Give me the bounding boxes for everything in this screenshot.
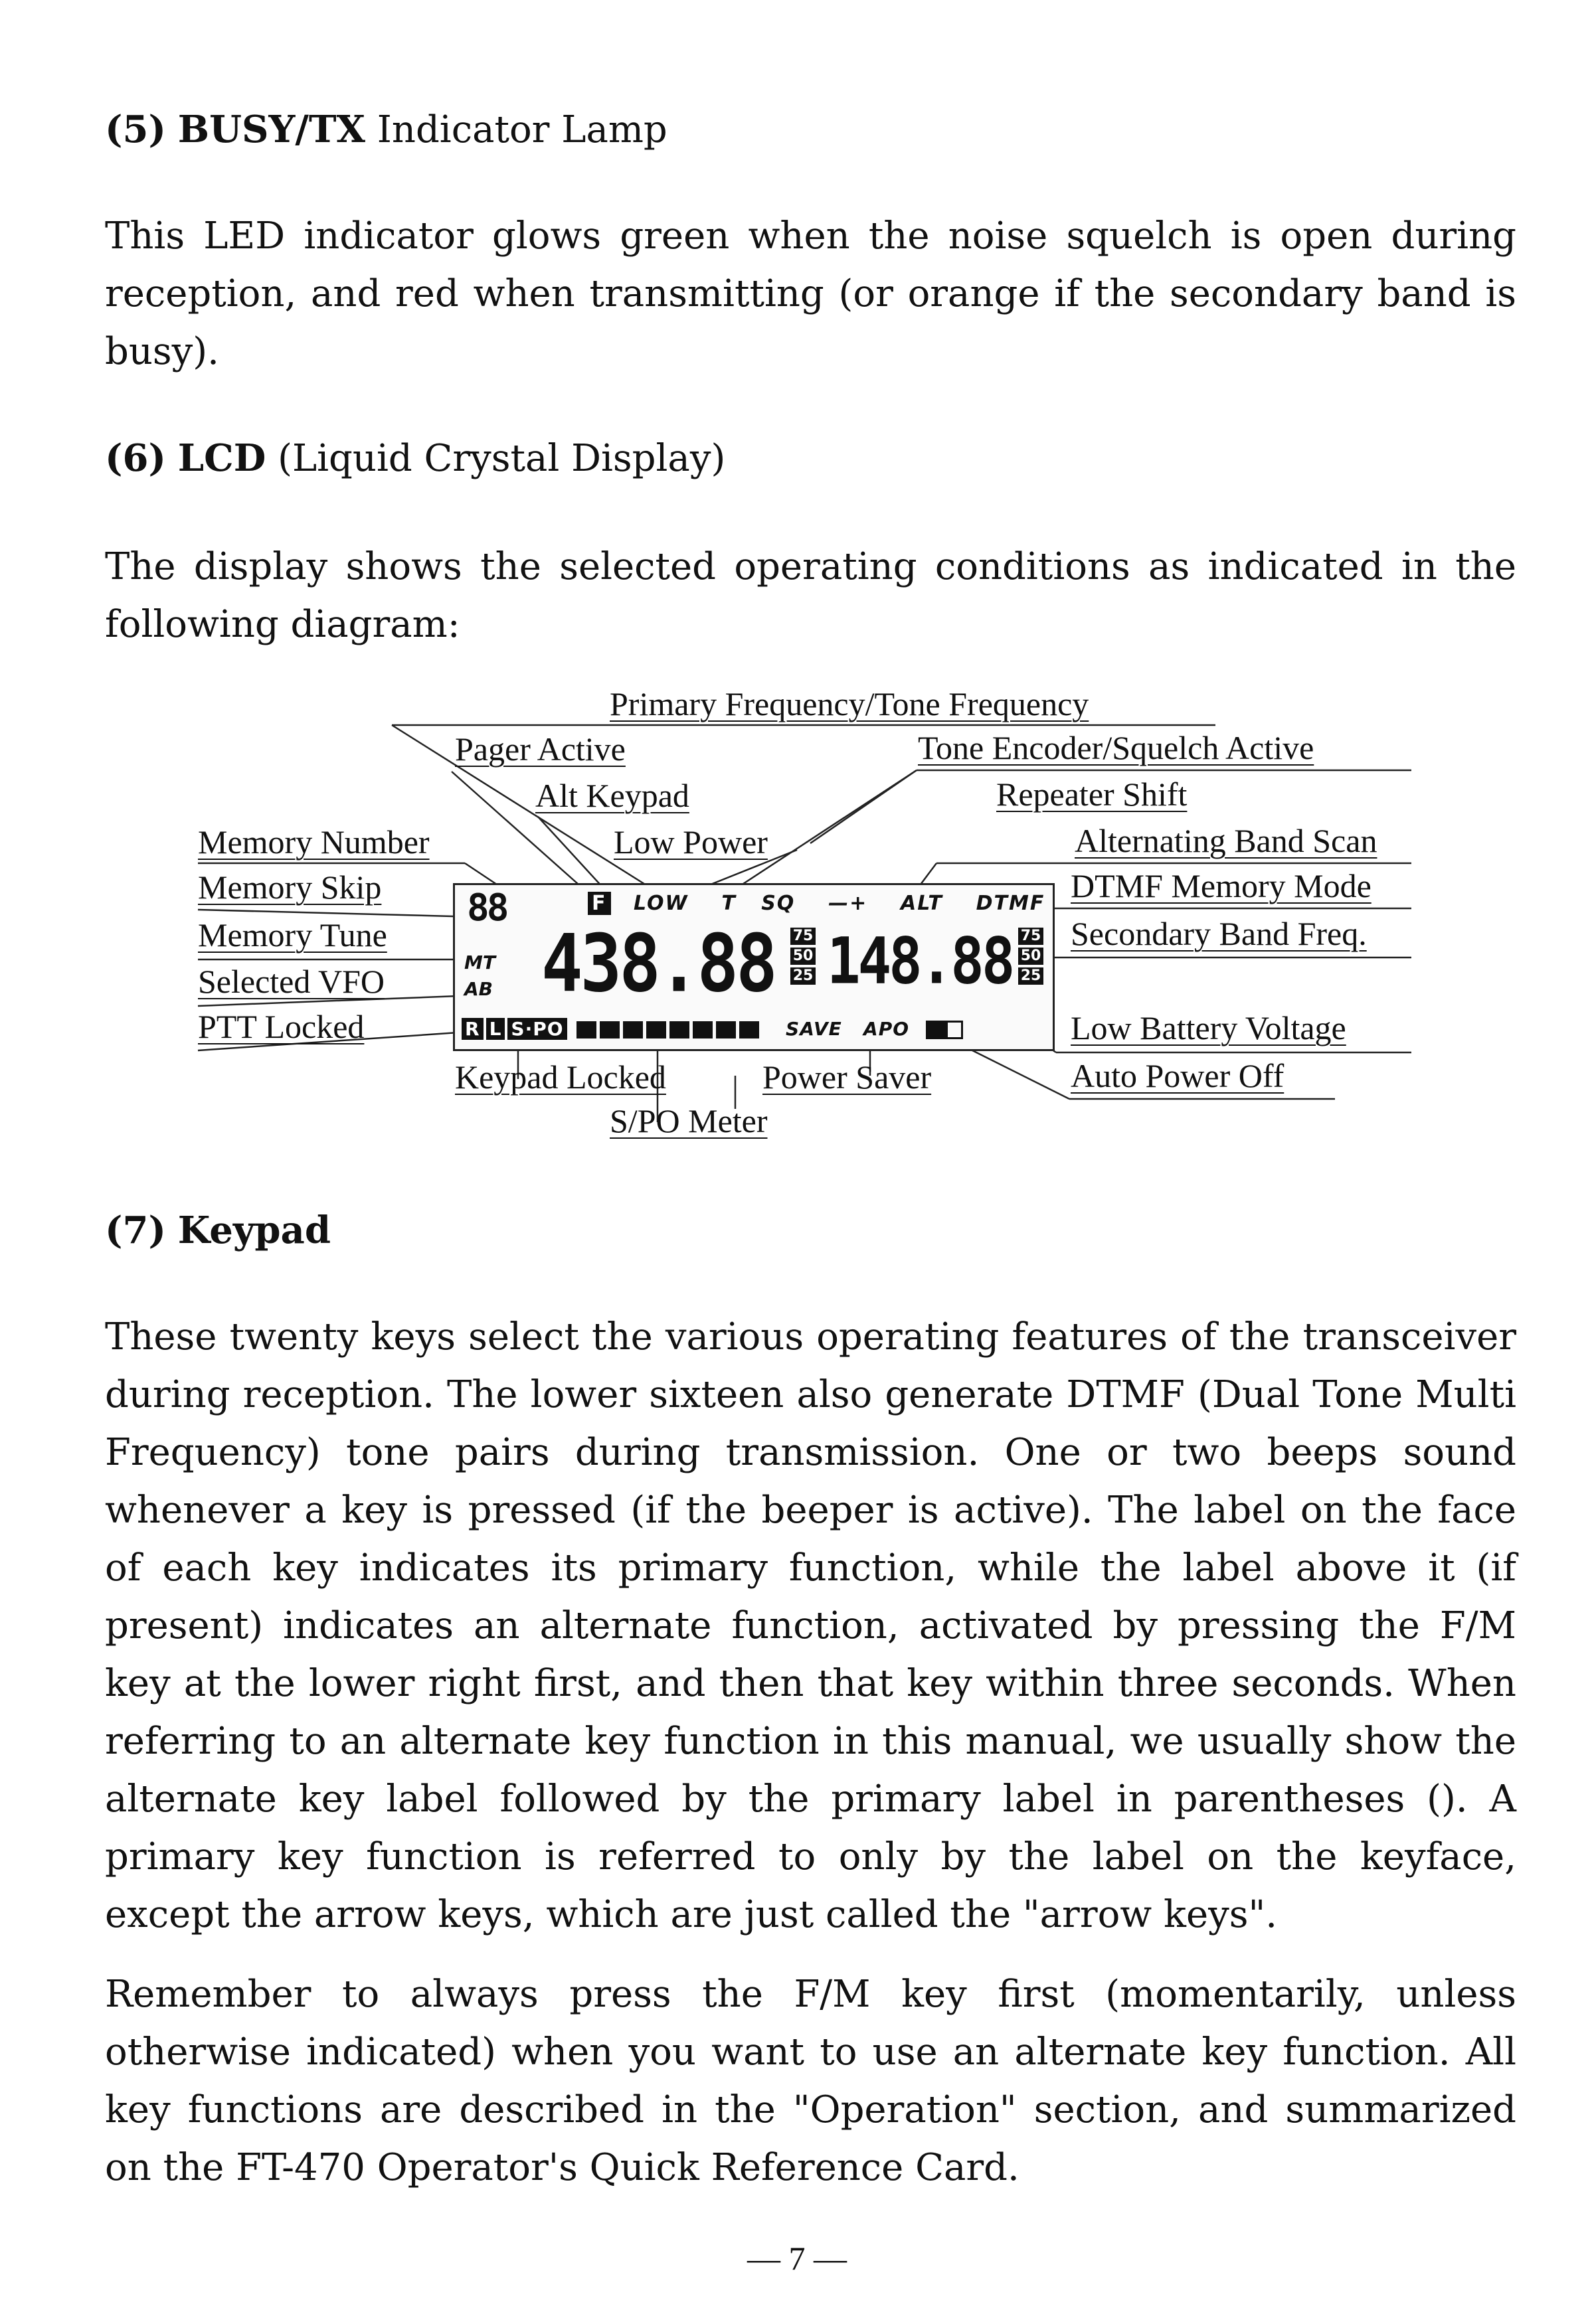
lcd-main-step [790, 928, 816, 987]
lcd-diagram [0, 671, 1594, 1175]
section-7-heading [105, 1207, 331, 1254]
lcd-low: LOW [633, 892, 689, 915]
lcd-alt: ALT [901, 892, 943, 915]
lcd-save: SAVE [786, 1018, 842, 1040]
label-tone-encoder: Tone Encoder/Squelch Active [918, 729, 1314, 766]
label-auto-power-off: Auto Power Off [1071, 1057, 1284, 1094]
lcd-memory-number: 88 [467, 886, 507, 930]
lcd-t: T [721, 892, 737, 915]
lcd-bottom-indicators [462, 1018, 963, 1040]
lcd-step-50: 50 [1018, 948, 1043, 965]
lcd-mt: MT [464, 952, 495, 973]
label-memory-skip: Memory Skip [198, 869, 382, 906]
lcd-step-75: 75 [790, 928, 816, 945]
lcd-step-25: 25 [790, 967, 816, 985]
page-number: — 7 — [747, 2240, 847, 2277]
label-pager-active: Pager Active [455, 730, 626, 768]
lcd-f-indicator: F [588, 892, 611, 915]
section-key-title: LCD [177, 436, 266, 480]
label-spo-meter: S/PO Meter [610, 1102, 768, 1139]
label-dtmf-memory-mode: DTMF Memory Mode [1071, 867, 1372, 904]
section-5-body: This LED indicator glows green when the noise squelch is open during reception, and red when transmitting (or orange if the secondary band is busy). [105, 214, 1516, 373]
section-6-heading [105, 435, 725, 482]
lcd-sq: SQ [761, 892, 796, 915]
section-5-heading [105, 106, 667, 153]
label-low-power: Low Power [614, 823, 768, 861]
label-power-saver: Power Saver [762, 1058, 932, 1096]
section-number: (7) [105, 1208, 166, 1252]
lcd-ab: AB [464, 978, 493, 1000]
section-key-title: Keypad [177, 1208, 331, 1252]
lcd-step-25: 25 [1018, 967, 1043, 985]
lcd-panel [453, 883, 1055, 1051]
lcd-step-50: 50 [790, 948, 816, 965]
label-ptt-locked: PTT Locked [198, 1008, 365, 1045]
label-memory-tune: Memory Tune [198, 916, 387, 954]
battery-icon [926, 1021, 963, 1039]
lcd-l-indicator: L [486, 1018, 505, 1040]
lcd-shift: —+ [828, 892, 868, 915]
lcd-dtmf: DTMF [976, 892, 1045, 915]
section-key-title: BUSY/TX [177, 108, 365, 151]
section-7-body-2: Remember to always press the F/M key first (momentarily, unless otherwise indicated) when you want to use an alternate key function. All key functions are described in the "Operation" section, and summarized on the FT-470 Operator's Quick Reference Card. [105, 1973, 1516, 2189]
label-memory-number: Memory Number [198, 823, 430, 861]
lcd-step-75: 75 [1018, 928, 1043, 945]
lcd-top-indicators [588, 892, 1045, 915]
leader-repeater-shift [810, 770, 917, 843]
label-low-battery: Low Battery Voltage [1071, 1009, 1346, 1046]
section-number: (5) [105, 108, 166, 151]
section-title: (Liquid Crystal Display) [278, 437, 726, 480]
label-selected-vfo: Selected VFO [198, 963, 385, 1000]
section-7-body-1: These twenty keys select the various operating features of the transceiver during reception. The lower sixteen also generate DTMF (Dual Tone Multi Frequency) tone pairs during transmission. One or two beeps sound whenever a key is pressed (if the beeper is active). The label on the face of each key indicates its primary function, while the label above it (if present) indicates an alternate function, activated by pressing the F/M key at the lower right first, and then that key within three seconds. When referring to an alternate key function in this manual, we usually show the alternate key label followed by the primary label in parentheses (). A primary key function is referred to only by the label on the keyface, except the arrow keys, which are just called the "arrow keys". [105, 1315, 1516, 1936]
section-6-body: The display shows the selected operating conditions as indicated in the following diagram: [105, 545, 1516, 646]
lcd-main-frequency: 438.88 [541, 917, 775, 1011]
lcd-r-indicator: R [462, 1018, 484, 1040]
lcd-spo: S·PO [507, 1018, 567, 1040]
section-number: (6) [105, 436, 166, 480]
lcd-spo-meter-bars [576, 1018, 762, 1040]
label-repeater-shift: Repeater Shift [996, 776, 1188, 813]
label-alt-keypad: Alt Keypad [535, 777, 689, 814]
lcd-apo: APO [863, 1018, 910, 1040]
label-secondary-band: Secondary Band Freq. [1071, 915, 1367, 952]
section-title: Indicator Lamp [377, 108, 667, 151]
lcd-sub-frequency: 148.88 [827, 924, 1013, 999]
label-primary-freq: Primary Frequency/Tone Frequency [610, 685, 1089, 722]
label-alt-band-scan: Alternating Band Scan [1075, 822, 1377, 859]
lcd-sub-step [1018, 928, 1043, 987]
label-keypad-locked: Keypad Locked [455, 1058, 666, 1096]
